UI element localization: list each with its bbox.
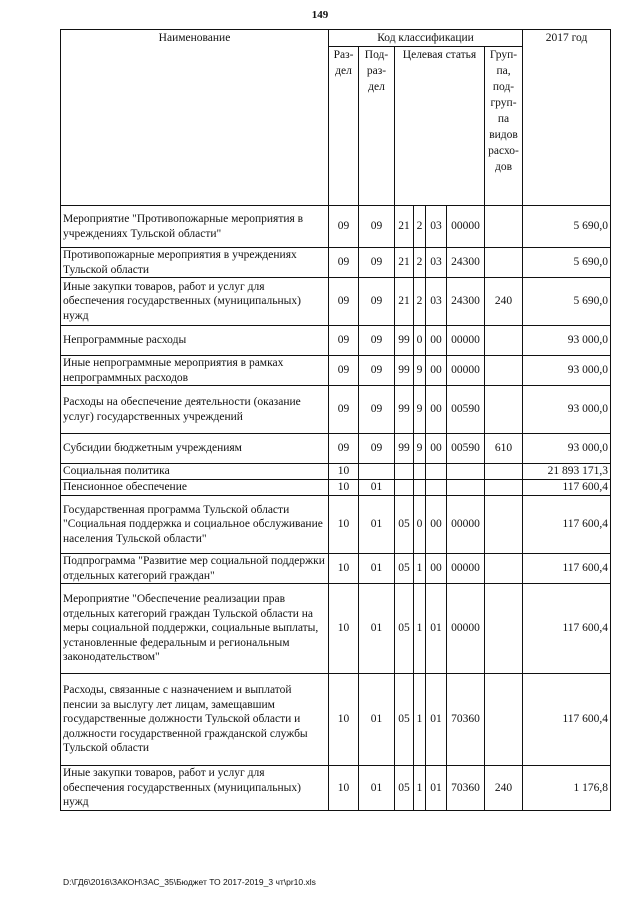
cell-name: Субсидии бюджетным учреждениям xyxy=(61,434,329,464)
cell-p: 01 xyxy=(359,496,395,554)
cell-amount: 93 000,0 xyxy=(523,356,611,386)
cell-t2: 2 xyxy=(414,248,426,278)
table-row xyxy=(61,206,611,248)
cell-g xyxy=(485,480,523,496)
cell-t1: 99 xyxy=(395,356,414,386)
cell-r: 10 xyxy=(329,496,359,554)
cell-amount: 117 600,4 xyxy=(523,584,611,674)
col-header-group: Груп-па, под-груп-па видов расхо-дов xyxy=(485,47,523,206)
cell-t1: 21 xyxy=(395,206,414,248)
cell-t1: 05 xyxy=(395,766,414,811)
cell-r: 10 xyxy=(329,766,359,811)
cell-t1: 99 xyxy=(395,326,414,356)
cell-t3: 01 xyxy=(426,584,447,674)
cell-t2: 1 xyxy=(414,554,426,584)
cell-t4: 00000 xyxy=(447,554,485,584)
cell-t1 xyxy=(395,480,414,496)
cell-name: Противопожарные мероприятия в учреждениях Тульской области xyxy=(61,248,329,278)
table-row xyxy=(61,386,611,434)
cell-t4: 00590 xyxy=(447,386,485,434)
cell-g: 240 xyxy=(485,766,523,811)
cell-g xyxy=(485,584,523,674)
cell-g xyxy=(485,248,523,278)
cell-p: 01 xyxy=(359,480,395,496)
cell-t1: 05 xyxy=(395,496,414,554)
cell-p: 09 xyxy=(359,206,395,248)
table-row xyxy=(61,766,611,811)
cell-r: 09 xyxy=(329,434,359,464)
budget-table xyxy=(60,29,611,811)
cell-amount: 93 000,0 xyxy=(523,434,611,464)
cell-p: 09 xyxy=(359,434,395,464)
cell-p: 01 xyxy=(359,674,395,766)
cell-t4: 00000 xyxy=(447,584,485,674)
cell-amount: 117 600,4 xyxy=(523,674,611,766)
cell-amount: 1 176,8 xyxy=(523,766,611,811)
cell-t3: 01 xyxy=(426,766,447,811)
cell-t3: 03 xyxy=(426,278,447,326)
cell-name: Расходы, связанные с назначением и выплатой пенсии за выслугу лет лицам, замещавшим государственные должности Тульской области и должности государственной гражданской службы Тульской области xyxy=(61,674,329,766)
cell-name: Мероприятие "Противопожарные мероприятия в учреждениях Тульской области" xyxy=(61,206,329,248)
cell-r: 10 xyxy=(329,464,359,480)
cell-t2 xyxy=(414,480,426,496)
cell-t4 xyxy=(447,480,485,496)
cell-t2: 9 xyxy=(414,386,426,434)
table-row xyxy=(61,464,611,480)
cell-g: 240 xyxy=(485,278,523,326)
cell-p: 09 xyxy=(359,356,395,386)
cell-t4: 24300 xyxy=(447,278,485,326)
cell-t2 xyxy=(414,464,426,480)
cell-p: 09 xyxy=(359,278,395,326)
cell-name: Государственная программа Тульской области "Социальная поддержка и социальное обслуживание населения Тульской области" xyxy=(61,496,329,554)
cell-t3: 00 xyxy=(426,356,447,386)
cell-g xyxy=(485,674,523,766)
cell-name: Иные закупки товаров, работ и услуг для обеспечения государственных (муниципальных) нужд xyxy=(61,766,329,811)
cell-name: Иные непрограммные мероприятия в рамках непрограммных расходов xyxy=(61,356,329,386)
cell-r: 09 xyxy=(329,206,359,248)
cell-name: Иные закупки товаров, работ и услуг для обеспечения государственных (муниципальных) нужд xyxy=(61,278,329,326)
cell-t3: 00 xyxy=(426,386,447,434)
cell-name: Социальная политика xyxy=(61,464,329,480)
cell-g xyxy=(485,386,523,434)
cell-t4: 00000 xyxy=(447,496,485,554)
cell-r: 09 xyxy=(329,278,359,326)
table-row xyxy=(61,674,611,766)
cell-amount: 5 690,0 xyxy=(523,278,611,326)
cell-g xyxy=(485,206,523,248)
cell-p: 09 xyxy=(359,248,395,278)
table-row xyxy=(61,554,611,584)
file-path-footer: D:\ГД6\2016\ЗАКОН\ЗАС_35\Бюджет ТО 2017-2019_3 чт\pr10.xls xyxy=(63,877,316,887)
cell-r: 10 xyxy=(329,554,359,584)
cell-t4 xyxy=(447,464,485,480)
cell-t4: 00000 xyxy=(447,206,485,248)
cell-t1: 21 xyxy=(395,248,414,278)
table-row xyxy=(61,584,611,674)
cell-p: 09 xyxy=(359,386,395,434)
cell-t2: 0 xyxy=(414,326,426,356)
cell-t1: 05 xyxy=(395,584,414,674)
col-header-podrazdel: Под-раз-дел xyxy=(359,47,395,206)
col-header-target: Целевая статья xyxy=(395,47,485,206)
cell-g xyxy=(485,464,523,480)
table-row xyxy=(61,248,611,278)
cell-t1: 21 xyxy=(395,278,414,326)
cell-name: Расходы на обеспечение деятельности (оказание услуг) государственных учреждений xyxy=(61,386,329,434)
cell-name: Непрограммные расходы xyxy=(61,326,329,356)
cell-t3 xyxy=(426,480,447,496)
cell-t2: 1 xyxy=(414,584,426,674)
cell-p: 01 xyxy=(359,554,395,584)
cell-t4: 00000 xyxy=(447,356,485,386)
cell-t3: 03 xyxy=(426,248,447,278)
cell-t2: 0 xyxy=(414,496,426,554)
cell-t3: 00 xyxy=(426,554,447,584)
cell-r: 09 xyxy=(329,326,359,356)
cell-t3: 01 xyxy=(426,674,447,766)
col-header-razdel: Раз-дел xyxy=(329,47,359,206)
cell-t2: 2 xyxy=(414,206,426,248)
table-row xyxy=(61,480,611,496)
cell-name: Пенсионное обеспечение xyxy=(61,480,329,496)
table-row xyxy=(61,496,611,554)
cell-r: 10 xyxy=(329,674,359,766)
cell-t1: 99 xyxy=(395,386,414,434)
cell-amount: 21 893 171,3 xyxy=(523,464,611,480)
cell-amount: 117 600,4 xyxy=(523,480,611,496)
cell-amount: 5 690,0 xyxy=(523,248,611,278)
cell-t1: 05 xyxy=(395,674,414,766)
page-number: 149 xyxy=(311,9,329,21)
cell-r: 09 xyxy=(329,248,359,278)
cell-p xyxy=(359,464,395,480)
table-row xyxy=(61,356,611,386)
cell-p: 09 xyxy=(359,326,395,356)
cell-t2: 1 xyxy=(414,766,426,811)
table-row xyxy=(61,278,611,326)
cell-amount: 93 000,0 xyxy=(523,386,611,434)
cell-t4: 24300 xyxy=(447,248,485,278)
cell-amount: 93 000,0 xyxy=(523,326,611,356)
cell-t3: 03 xyxy=(426,206,447,248)
cell-t3: 00 xyxy=(426,496,447,554)
cell-t2: 9 xyxy=(414,356,426,386)
cell-g xyxy=(485,356,523,386)
cell-t1: 99 xyxy=(395,434,414,464)
cell-t3 xyxy=(426,464,447,480)
cell-g: 610 xyxy=(485,434,523,464)
col-header-code: Код классификации xyxy=(329,30,523,47)
cell-t2: 1 xyxy=(414,674,426,766)
cell-t4: 70360 xyxy=(447,674,485,766)
cell-r: 09 xyxy=(329,356,359,386)
col-header-name: Наименование xyxy=(61,30,329,206)
cell-t4: 00000 xyxy=(447,326,485,356)
cell-p: 01 xyxy=(359,766,395,811)
cell-t2: 9 xyxy=(414,434,426,464)
cell-name: Подпрограмма "Развитие мер социальной поддержки отдельных категорий граждан" xyxy=(61,554,329,584)
col-header-year: 2017 год xyxy=(523,30,611,206)
cell-r: 09 xyxy=(329,386,359,434)
cell-r: 10 xyxy=(329,584,359,674)
cell-t2: 2 xyxy=(414,278,426,326)
cell-amount: 5 690,0 xyxy=(523,206,611,248)
cell-amount: 117 600,4 xyxy=(523,496,611,554)
cell-t4: 70360 xyxy=(447,766,485,811)
table-row xyxy=(61,326,611,356)
cell-g xyxy=(485,496,523,554)
cell-name: Мероприятие "Обеспечение реализации прав отдельных категорий граждан Тульской области на меры социальной поддержки, социальные выплаты, установленные федеральным и региональным законодательством" xyxy=(61,584,329,674)
cell-t1: 05 xyxy=(395,554,414,584)
cell-r: 10 xyxy=(329,480,359,496)
cell-t1 xyxy=(395,464,414,480)
cell-p: 01 xyxy=(359,584,395,674)
cell-amount: 117 600,4 xyxy=(523,554,611,584)
cell-t3: 00 xyxy=(426,434,447,464)
cell-t3: 00 xyxy=(426,326,447,356)
cell-g xyxy=(485,326,523,356)
table-row xyxy=(61,434,611,464)
cell-t4: 00590 xyxy=(447,434,485,464)
cell-g xyxy=(485,554,523,584)
